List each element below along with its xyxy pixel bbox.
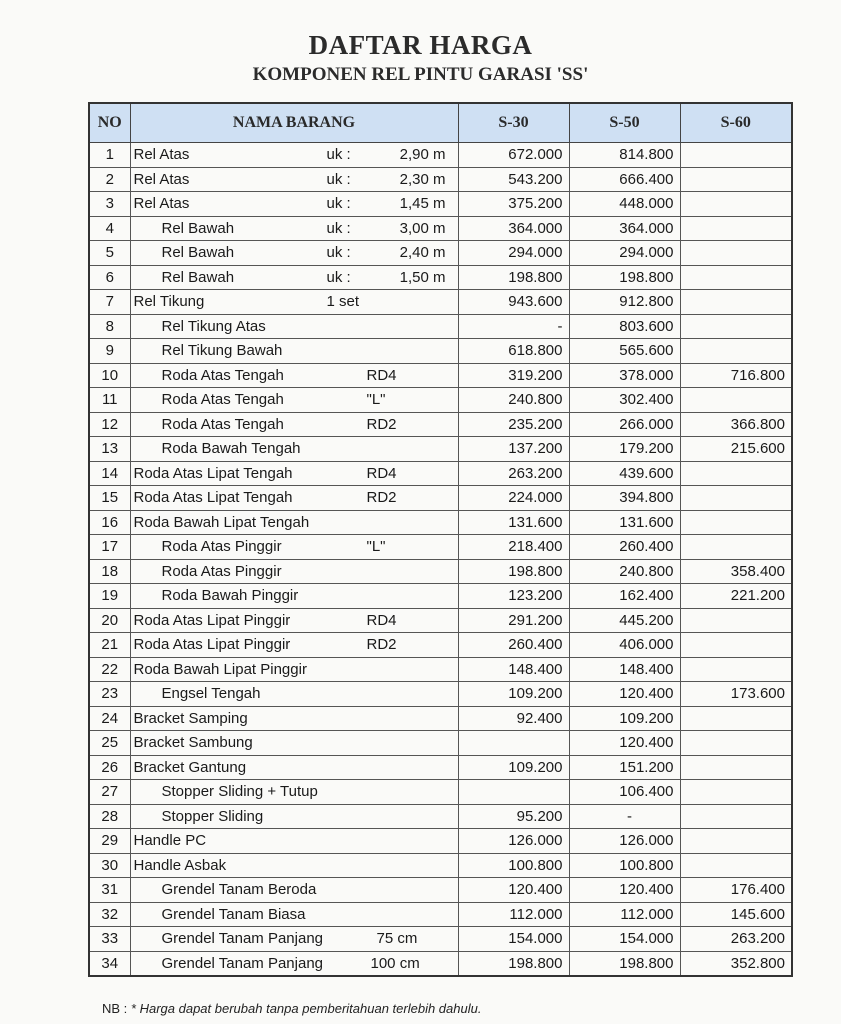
price-s30: 198.800 [458, 559, 569, 584]
table-row [89, 927, 792, 952]
item-spec: RD4 [366, 464, 397, 482]
table-row [89, 951, 792, 976]
price-s50: 814.800 [569, 143, 680, 168]
price-s60 [680, 486, 792, 511]
table-row [89, 829, 792, 854]
footnote-text: * Harga dapat berubah tanpa pemberitahuan terlebih dahulu. [130, 1001, 482, 1016]
item-name-cell [130, 167, 458, 192]
item-name-cell [130, 878, 458, 903]
row-number: 11 [89, 388, 130, 413]
price-s50: 260.400 [569, 535, 680, 560]
row-number: 4 [89, 216, 130, 241]
price-s30: 95.200 [458, 804, 569, 829]
row-number: 7 [89, 290, 130, 315]
row-number: 31 [89, 878, 130, 903]
row-number: 20 [89, 608, 130, 633]
item-name-cell [130, 804, 458, 829]
row-number: 34 [89, 951, 130, 976]
item-spec: "L" [366, 391, 386, 408]
row-number: 17 [89, 535, 130, 560]
table-row [89, 902, 792, 927]
price-s50: 240.800 [569, 559, 680, 584]
table-row [89, 780, 792, 805]
item-spec: RD4 [366, 366, 397, 384]
price-s30: 100.800 [458, 853, 569, 878]
item-name: Roda Bawah Lipat Tengah [133, 513, 310, 531]
item-spec: uk : [326, 268, 351, 286]
item-name: Roda Atas Pinggir [161, 562, 282, 580]
row-number: 32 [89, 902, 130, 927]
price-table [88, 102, 793, 977]
item-name: Grendel Tanam Panjang [161, 930, 323, 947]
item-size: 2,40 m [399, 244, 446, 261]
item-name-cell [130, 241, 458, 266]
table-row [89, 755, 792, 780]
row-number: 12 [89, 412, 130, 437]
price-s30: 123.200 [458, 584, 569, 609]
item-name: Roda Atas Tengah [161, 415, 284, 433]
row-number: 8 [89, 314, 130, 339]
item-name: Roda Bawah Tengah [161, 440, 301, 457]
item-name: Rel Tikung [133, 293, 205, 310]
item-size: 1,45 m [399, 195, 446, 212]
table-row [89, 167, 792, 192]
price-s30 [458, 780, 569, 805]
row-number: 15 [89, 486, 130, 511]
price-s50: 179.200 [569, 437, 680, 462]
row-number: 30 [89, 853, 130, 878]
price-s50: 109.200 [569, 706, 680, 731]
row-number: 9 [89, 339, 130, 364]
price-s50: 302.400 [569, 388, 680, 413]
item-name-cell [130, 461, 458, 486]
price-s60 [680, 167, 792, 192]
item-spec: 100 cm [370, 954, 420, 972]
item-name: Grendel Tanam Biasa [161, 905, 306, 923]
footnote [102, 1001, 481, 1016]
item-name: Roda Atas Tengah [161, 366, 284, 384]
item-spec: RD2 [366, 489, 397, 506]
row-number: 3 [89, 192, 130, 217]
price-s50: 394.800 [569, 486, 680, 511]
row-number: 28 [89, 804, 130, 829]
document-subtitle: KOMPONEN REL PINTU GARASI 'SS' [252, 64, 589, 85]
price-s30: 319.200 [458, 363, 569, 388]
item-name-cell [130, 731, 458, 756]
item-name: Rel Tikung Bawah [161, 342, 283, 359]
item-name-cell [130, 584, 458, 609]
item-size: 1,50 m [399, 268, 446, 286]
item-name-cell [130, 290, 458, 315]
table-row [89, 241, 792, 266]
item-spec: uk : [326, 146, 351, 163]
table-row [89, 510, 792, 535]
price-s60 [680, 535, 792, 560]
price-s30: 109.200 [458, 755, 569, 780]
price-s30: 131.600 [458, 510, 569, 535]
price-s50: 565.600 [569, 339, 680, 364]
price-s30: 543.200 [458, 167, 569, 192]
header-s50: S-50 [569, 103, 680, 143]
item-name-cell [130, 412, 458, 437]
price-s60 [680, 608, 792, 633]
item-spec: 75 cm [376, 930, 418, 947]
price-s50: 666.400 [569, 167, 680, 192]
item-name: Stopper Sliding [161, 807, 264, 825]
price-s30: 375.200 [458, 192, 569, 217]
item-name: Rel Atas [133, 170, 190, 188]
price-s60 [680, 804, 792, 829]
item-name-cell [130, 706, 458, 731]
row-number: 25 [89, 731, 130, 756]
price-s30: 364.000 [458, 216, 569, 241]
item-name-cell [130, 755, 458, 780]
price-s50: 198.800 [569, 951, 680, 976]
item-name-cell [130, 437, 458, 462]
item-name-cell [130, 339, 458, 364]
price-s60: 716.800 [680, 363, 792, 388]
price-s50: 112.000 [569, 902, 680, 927]
price-s60: 176.400 [680, 878, 792, 903]
price-s60: 221.200 [680, 584, 792, 609]
row-number: 21 [89, 633, 130, 658]
price-s30: 198.800 [458, 951, 569, 976]
item-spec: uk : [326, 244, 351, 261]
item-name: Engsel Tengah [161, 685, 261, 702]
price-s60 [680, 339, 792, 364]
price-s30: 224.000 [458, 486, 569, 511]
table-row [89, 290, 792, 315]
item-name: Handle Asbak [133, 856, 227, 874]
item-name-cell [130, 853, 458, 878]
price-s50: 162.400 [569, 584, 680, 609]
price-s60 [680, 241, 792, 266]
item-spec: "L" [366, 538, 386, 555]
item-name-cell [130, 829, 458, 854]
table-row [89, 682, 792, 707]
item-name-cell [130, 363, 458, 388]
item-name-cell [130, 192, 458, 217]
item-name-cell [130, 608, 458, 633]
price-s60: 263.200 [680, 927, 792, 952]
item-name: Grendel Tanam Panjang [161, 954, 323, 972]
item-name: Roda Atas Lipat Pinggir [133, 636, 291, 653]
price-s60 [680, 290, 792, 315]
price-s60 [680, 192, 792, 217]
price-s60 [680, 314, 792, 339]
item-name-cell [130, 535, 458, 560]
price-s30: 618.800 [458, 339, 569, 364]
table-row [89, 706, 792, 731]
document-title: DAFTAR HARGA [308, 30, 533, 60]
price-s30: 260.400 [458, 633, 569, 658]
row-number: 1 [89, 143, 130, 168]
price-s30: 263.200 [458, 461, 569, 486]
item-spec: RD4 [366, 611, 397, 629]
footnote-prefix: NB : [102, 1001, 128, 1016]
price-s50: 294.000 [569, 241, 680, 266]
price-s50: 439.600 [569, 461, 680, 486]
price-s30: 240.800 [458, 388, 569, 413]
price-s60: 145.600 [680, 902, 792, 927]
table-row [89, 633, 792, 658]
item-name: Rel Atas [133, 146, 190, 163]
table-row [89, 412, 792, 437]
price-s60 [680, 706, 792, 731]
price-s50: 364.000 [569, 216, 680, 241]
price-s60 [680, 265, 792, 290]
item-name: Rel Bawah [161, 268, 235, 286]
table-body [89, 143, 792, 977]
price-s30: 218.400 [458, 535, 569, 560]
row-number: 5 [89, 241, 130, 266]
price-s60: 215.600 [680, 437, 792, 462]
header-no: NO [89, 103, 130, 143]
price-s30: 943.600 [458, 290, 569, 315]
price-s60 [680, 755, 792, 780]
row-number: 14 [89, 461, 130, 486]
item-spec: RD2 [366, 415, 397, 433]
item-name-cell [130, 657, 458, 682]
price-s30: 294.000 [458, 241, 569, 266]
table-row [89, 804, 792, 829]
item-name: Roda Bawah Lipat Pinggir [133, 660, 307, 678]
price-s50: 148.400 [569, 657, 680, 682]
price-s50: 120.400 [569, 731, 680, 756]
header-name: NAMA BARANG [130, 103, 458, 143]
table-row [89, 265, 792, 290]
price-s30: 126.000 [458, 829, 569, 854]
table-row [89, 584, 792, 609]
price-s50: 131.600 [569, 510, 680, 535]
price-s50: 448.000 [569, 192, 680, 217]
item-name: Rel Bawah [161, 219, 235, 237]
item-name-cell [130, 633, 458, 658]
item-spec: uk : [326, 195, 351, 212]
price-s30: 92.400 [458, 706, 569, 731]
price-s30: 672.000 [458, 143, 569, 168]
item-spec: 1 set [326, 293, 360, 310]
item-name: Roda Atas Lipat Pinggir [133, 611, 291, 629]
row-number: 16 [89, 510, 130, 535]
table-row [89, 608, 792, 633]
row-number: 22 [89, 657, 130, 682]
row-number: 24 [89, 706, 130, 731]
item-spec: RD2 [366, 636, 397, 653]
price-s60: 358.400 [680, 559, 792, 584]
price-s60 [680, 657, 792, 682]
row-number: 18 [89, 559, 130, 584]
item-name: Stopper Sliding + Tutup [161, 783, 318, 800]
price-s50: 100.800 [569, 853, 680, 878]
price-s60 [680, 216, 792, 241]
price-s60 [680, 143, 792, 168]
item-name-cell [130, 143, 458, 168]
row-number: 19 [89, 584, 130, 609]
item-name-cell [130, 559, 458, 584]
table-row [89, 461, 792, 486]
price-s50: 803.600 [569, 314, 680, 339]
item-name-cell [130, 216, 458, 241]
row-number: 27 [89, 780, 130, 805]
price-s60 [680, 633, 792, 658]
price-s30: - [458, 314, 569, 339]
price-s60: 173.600 [680, 682, 792, 707]
item-name: Grendel Tanam Beroda [161, 881, 317, 898]
item-name: Rel Bawah [161, 244, 235, 261]
item-spec: uk : [326, 170, 351, 188]
price-s60 [680, 461, 792, 486]
price-s50: 912.800 [569, 290, 680, 315]
item-name-cell [130, 314, 458, 339]
row-number: 33 [89, 927, 130, 952]
item-size: 2,90 m [399, 146, 446, 163]
row-number: 13 [89, 437, 130, 462]
price-s50: 445.200 [569, 608, 680, 633]
price-s50: 406.000 [569, 633, 680, 658]
price-s60: 366.800 [680, 412, 792, 437]
price-s50: 106.400 [569, 780, 680, 805]
table-row [89, 363, 792, 388]
price-s50: 198.800 [569, 265, 680, 290]
table-row [89, 486, 792, 511]
item-name-cell [130, 388, 458, 413]
item-name-cell [130, 951, 458, 976]
item-name-cell [130, 486, 458, 511]
table-row [89, 437, 792, 462]
table-row [89, 192, 792, 217]
table-row [89, 216, 792, 241]
table-row [89, 853, 792, 878]
row-number: 10 [89, 363, 130, 388]
price-s50: 120.400 [569, 682, 680, 707]
item-name-cell [130, 780, 458, 805]
price-s50: 126.000 [569, 829, 680, 854]
price-s30: 198.800 [458, 265, 569, 290]
table-row [89, 657, 792, 682]
item-name-cell [130, 682, 458, 707]
item-name-cell [130, 927, 458, 952]
price-s50: 154.000 [569, 927, 680, 952]
header-s30: S-30 [458, 103, 569, 143]
price-s50: 266.000 [569, 412, 680, 437]
item-name: Roda Atas Pinggir [161, 538, 282, 555]
header-s60: S-60 [680, 103, 792, 143]
price-s60 [680, 853, 792, 878]
table-row [89, 339, 792, 364]
price-s30: 235.200 [458, 412, 569, 437]
price-s60 [680, 780, 792, 805]
price-s60 [680, 388, 792, 413]
table-row [89, 559, 792, 584]
price-s30: 137.200 [458, 437, 569, 462]
price-s60: 352.800 [680, 951, 792, 976]
price-s30: 120.400 [458, 878, 569, 903]
price-s50: 151.200 [569, 755, 680, 780]
price-s30: 112.000 [458, 902, 569, 927]
item-name-cell [130, 902, 458, 927]
price-s50: - [569, 804, 680, 829]
table-header-row [89, 103, 792, 143]
table-row [89, 143, 792, 168]
item-name: Rel Atas [133, 195, 190, 212]
item-name: Roda Atas Tengah [161, 391, 284, 408]
item-name: Bracket Gantung [133, 758, 247, 776]
price-s60 [680, 731, 792, 756]
price-s30: 109.200 [458, 682, 569, 707]
price-s50: 378.000 [569, 363, 680, 388]
item-name: Roda Atas Lipat Tengah [133, 489, 293, 506]
price-s30 [458, 731, 569, 756]
item-size: 2,30 m [399, 170, 446, 188]
price-s50: 120.400 [569, 878, 680, 903]
item-name: Roda Atas Lipat Tengah [133, 464, 293, 482]
price-s30: 148.400 [458, 657, 569, 682]
table-row [89, 314, 792, 339]
row-number: 26 [89, 755, 130, 780]
price-s30: 291.200 [458, 608, 569, 633]
row-number: 29 [89, 829, 130, 854]
item-name: Roda Bawah Pinggir [161, 587, 299, 604]
item-spec: uk : [326, 219, 351, 237]
item-name-cell [130, 265, 458, 290]
item-name-cell [130, 510, 458, 535]
row-number: 2 [89, 167, 130, 192]
item-name: Rel Tikung Atas [161, 317, 266, 335]
item-name: Bracket Samping [133, 709, 248, 727]
item-name: Handle PC [133, 832, 207, 849]
item-size: 3,00 m [399, 219, 446, 237]
table-row [89, 878, 792, 903]
row-number: 23 [89, 682, 130, 707]
item-name: Bracket Sambung [133, 734, 253, 751]
price-s60 [680, 829, 792, 854]
price-s60 [680, 510, 792, 535]
table-row [89, 388, 792, 413]
table-row [89, 731, 792, 756]
price-s30: 154.000 [458, 927, 569, 952]
table-row [89, 535, 792, 560]
row-number: 6 [89, 265, 130, 290]
